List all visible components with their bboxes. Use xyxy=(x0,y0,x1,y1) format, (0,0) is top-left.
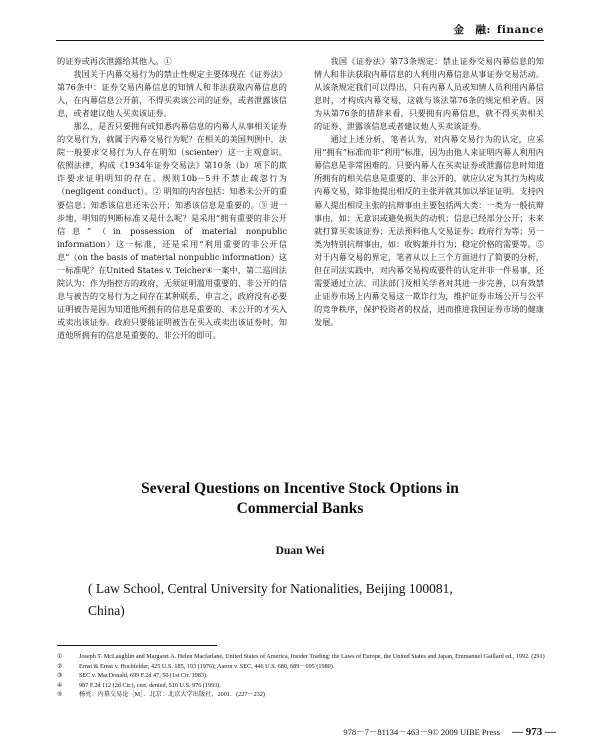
footnote-number: ④ xyxy=(57,681,63,689)
header-rule xyxy=(56,40,544,41)
footnote-text: 杨亮：内幕交易论［M］．北京：北京大学出版社，2001．(227－232) xyxy=(79,691,265,699)
left-column xyxy=(57,55,287,342)
running-head-english: finance xyxy=(496,24,544,36)
footer-isbn: 978－7－81134－463－9© 2009 UIBE Press xyxy=(343,727,500,737)
paragraph: 我国关于内幕交易行为的禁止性规定主要体现在《证券法》第76条中：证券交易内幕信息的知情人和非法获取内幕信息的人，在内幕信息公开前，不得买卖该公司的证券，或者泄露该信息，或者建议他人买卖该证券。 xyxy=(57,69,287,119)
footnote xyxy=(57,662,556,672)
footnote-text: Ernst & Ernst v. Hochfelder, 425 U.S. 185, 193 (1976); Aaron v. SEC, 446 U.S. 680, 689－695 (1980). xyxy=(79,662,335,670)
footnote-text: 987 F.2d 112 (2d Cir.), cert. denied, 510 U.S. 976 (1993). xyxy=(79,681,221,689)
paragraph: 那么，是否只要拥有或知悉内幕信息的内幕人从事相关证券的交易行为，就属于内幕交易行为呢？在相关的美国判例中，法院一般要求交易行为人存在明知（scienter）这一主观意识。依照法律，构成《1934年证券交易法》第10条（b）项下的欺诈要求证明明知的存在。规则10b－5并不禁止疏忽行为（negligent conduct）。② 明知的内容包括：知悉未公开的重要信息；知悉该信息还未公开；知悉该信息是重要的。③ 进一步地，明知的判断标准又是什么呢？是采用“拥有重要的非公开信息”（in possession of material nonpublic information）这一标准，还是采用“利用重要的非公开信息”（on the basis of material nonpublic information）这一标准呢？在United States v. Teicher④一案中，第二巡回法院认为：作为指控方的政府，无须证明滥用重要的、非公开的信息与被告的交易行为之间存在某种联系，申言之，政府没有必要证明被告是因为知道他所拥有的信息是重要的、未公开的才买入或卖出该证券。政府只要能证明被告在买入或卖出该证券时，知道他所拥有的信息是重要的、非公开的即可。 xyxy=(57,121,287,340)
footnotes xyxy=(57,652,556,700)
footnote-number: ⑤ xyxy=(57,691,63,699)
footnote-number: ③ xyxy=(57,672,63,680)
footnote xyxy=(57,681,556,691)
running-head-section: 金 融 xyxy=(453,24,487,36)
affiliation-line: China) xyxy=(88,603,125,618)
article-title xyxy=(40,479,560,519)
footnote xyxy=(57,671,556,681)
paragraph: 我国《证券法》第73条规定：禁止证券交易内幕信息的知情人和非法获取内幕信息的人利用内幕信息从事证券交易活动。从该条规定我们可以得出，只有内幕人员或知情人员利用内幕信息时，才构成内幕交易，这就与该法第76条的规定相矛盾。因为从第76条的措辞来看，只要拥有内幕信息，就不得买卖相关的证券、泄露该信息或者建议他人买卖该证券。 xyxy=(314,56,544,132)
footnote-text: Joseph T. McLaughlin and Margaret A. Helen Macfarlane, United States of America, Insider Trading: the Laws of Europe, the United States and Japan, Emmanuel Gaillard ed., 1992. (291) xyxy=(79,653,545,660)
paragraph: 通过上述分析，笔者认为，对内幕交易行为的认定，应采用“拥有”标准而非“利用”标准，因为由他人来证明内幕人利用内幕信息是非常困难的。只要内幕人在买卖证券或泄露信息时知道所拥有的相关信息是重要的、非公开的，就应认定为其行为构成内幕交易，除非他提出相反的主张并就其加以举证证明。支持内幕人提出相反主张的抗辩事由主要包括两大类：一类为一般抗辩事由，如：无意识或避免损失的动机；信息已经部分公开；未来就打算买卖该证券；无法预料他人交易证券；政府行为等；另一类为特别抗辩事由，如：收购兼并行为；稳定价格的需要等。⑤ 对于内幕交易的界定，笔者从以上三个方面进行了简要的分析，但在司法实践中，对内幕交易构成要件的认定并非一件易事，还需要通过立法、司法部门及相关学者对其进一步完善，以有效禁止证券市场上内幕交易这一欺诈行为，维护证券市场公开与公平的竞争秩序，保护投资者的权益，进而推进我国证券市场的健康发展。 xyxy=(314,134,544,327)
footnote-rule xyxy=(57,645,217,646)
footnote-number: ① xyxy=(57,653,63,660)
page-footer xyxy=(343,726,556,738)
article-title-line: Commercial Banks xyxy=(236,500,364,517)
affiliation-line: ( Law School, Central University for Nationalities, Beijing 100081, xyxy=(88,581,453,596)
running-head-separator: : xyxy=(486,24,491,36)
page-number: — 973 — xyxy=(512,726,556,738)
footnote-text: SEC v. MacDonald, 699 F.2d 47, 50 (1st Cir. 1983). xyxy=(79,672,208,680)
article-author: Duan Wei xyxy=(275,545,325,557)
footnote-number: ② xyxy=(57,662,63,670)
article-title-line: Several Questions on Incentive Stock Options in xyxy=(141,480,459,497)
right-column xyxy=(314,55,544,329)
paragraph: 的证券或再次泄露给其他人。① xyxy=(57,56,172,66)
article-affiliation xyxy=(88,578,552,622)
footnote xyxy=(57,652,556,662)
footnote xyxy=(57,690,556,700)
running-head xyxy=(56,22,544,37)
